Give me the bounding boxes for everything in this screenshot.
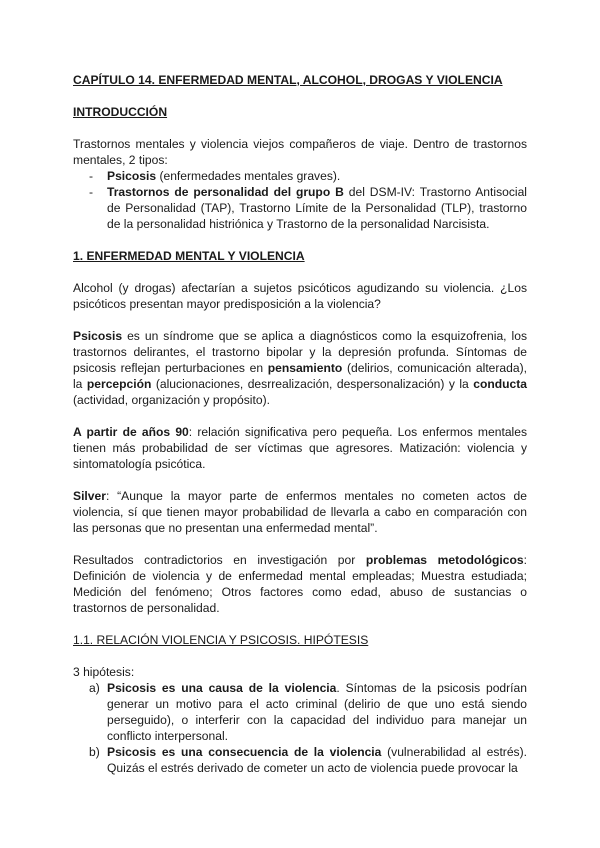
list-item: b) Psicosis es una consecuencia de la violencia (vulnerabilidad al estrés). Quizás el estrés derivado de cometer un acto de violencia puede provocar la (89, 745, 527, 775)
section-1-1-heading: 1.1. RELACIÓN VIOLENCIA Y PSICOSIS. HIPÓTESIS (73, 633, 369, 647)
list-item: - Trastornos de personalidad del grupo B del DSM-IV: Trastorno Antisocial de Personalidad (TAP), Trastorno Límite de la Personalidad (TLP), trastorno de la personalidad histriónica y Trastorno de la personalidad Narcisista. (73, 184, 527, 232)
paragraph: Alcohol (y drogas) afectarían a sujetos psicóticos agudizando su violencia. ¿Los psicóticos presentan mayor predisposición a la violencia? (73, 281, 527, 311)
hypotheses-list (73, 680, 527, 776)
list-item: - Psicosis (enfermedades mentales graves). (73, 168, 527, 184)
paragraph: Silver: “Aunque la mayor parte de enfermos mentales no cometen actos de violencia, sí que tienen mayor probabilidad de llevarla a cabo en comparación con las personas que no presentan una enfermedad mental”. (73, 489, 527, 535)
list-item: a) Psicosis es una causa de la violencia. Síntomas de la psicosis podrían generar un motivo para el acto criminal (delirio de que uno está siendo perseguido), o interferir con la capacidad del individuo para manejar un conflicto interpersonal. (89, 681, 527, 743)
section-1-heading: 1. ENFERMEDAD MENTAL Y VIOLENCIA (73, 249, 305, 263)
paragraph: A partir de años 90: relación significativa pero pequeña. Los enfermos mentales tienen más probabilidad de ser víctimas que agresores. Matización: violencia y sintomatología psicótica. (73, 425, 528, 471)
intro-heading: INTRODUCCIÓN (73, 105, 168, 119)
intro-list (73, 168, 527, 232)
paragraph: Resultados contradictorios en investigación por problemas metodológicos: Definición de violencia y de enfermedad mental empleadas; Muestra estudiada; Medición del fenómeno; Otros factores como edad, abuso de sustancias o trastornos de personalidad. (73, 553, 527, 615)
paragraph: Psicosis es un síndrome que se aplica a diagnósticos como la esquizofrenia, los trastornos delirantes, el trastorno bipolar y la depresión profunda. Síntomas de psicosis reflejan perturbaciones en pensamiento (delirios, comunicación alterada), la percepción (alucionaciones, desrrealización, despersonalización) y la conducta (actividad, organización y propósito). (73, 329, 527, 407)
chapter-title: CAPÍTULO 14. ENFERMEDAD MENTAL, ALCOHOL, DROGAS Y VIOLENCIA (73, 73, 503, 87)
document-content (73, 72, 527, 776)
intro-text: Trastornos mentales y violencia viejos compañeros de viaje. Dentro de trastornos mentales, 2 tipos: (73, 137, 527, 167)
hypotheses-lead: 3 hipótesis: (73, 665, 135, 679)
